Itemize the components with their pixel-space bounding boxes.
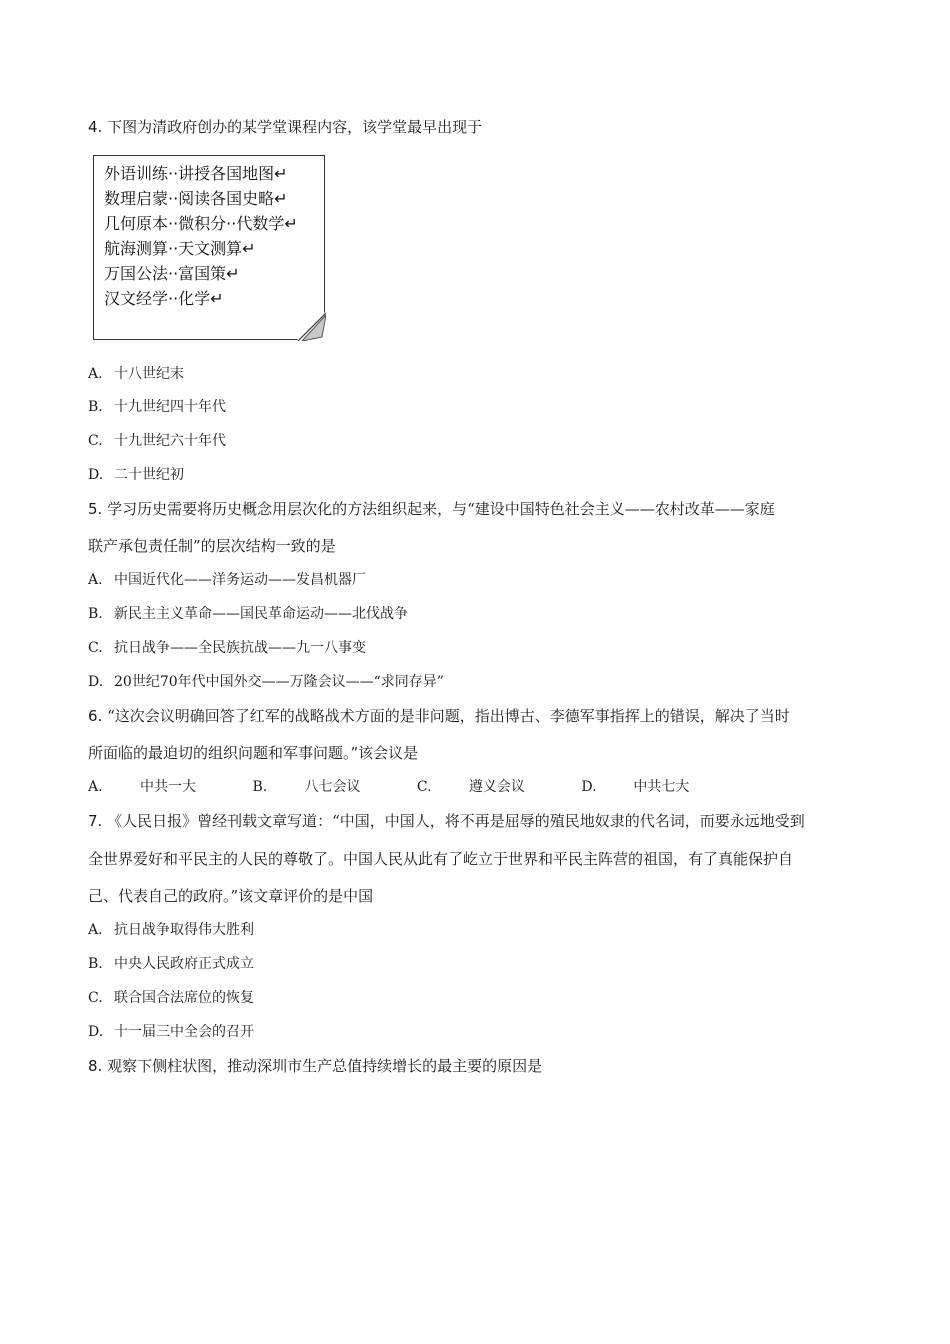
option-text: 新民主主义革命——国民革命运动——北伐战争 — [114, 606, 408, 622]
option-text: 遵义会议 — [468, 779, 525, 795]
option-text: 中共一大 — [140, 779, 196, 795]
question-number: 6. — [88, 707, 103, 725]
option-letter: B. — [88, 399, 103, 415]
option-text: 抗日战争——全民族抗战——九一八事变 — [114, 640, 366, 656]
option-a[interactable] — [88, 570, 366, 590]
option-letter: D. — [88, 467, 104, 483]
question-text: 观察下侧柱状图，推动深圳市生产总值持续增长的最主要的原因是 — [107, 1057, 543, 1075]
option-letter: A. — [88, 779, 103, 795]
option-letter: B. — [252, 779, 268, 795]
option-a[interactable] — [88, 779, 222, 795]
option-letter: C. — [88, 433, 103, 449]
option-letter: A. — [88, 366, 103, 382]
option-text: 抗日战争取得伟大胜利 — [114, 922, 254, 938]
question-4 — [88, 117, 482, 137]
option-b[interactable] — [252, 779, 386, 795]
option-letter: D. — [581, 779, 597, 795]
option-row — [88, 777, 741, 797]
question-7 — [88, 811, 805, 831]
option-text: 八七会议 — [304, 779, 361, 795]
question-text: 《人民日报》曾经刊载文章写道：“中国，中国人，将不再是屈辱的殖民地奴隶的代名词，而要永远地受到 — [107, 812, 805, 830]
option-letter: A. — [88, 922, 103, 938]
option-text: 十九世纪四十年代 — [114, 399, 226, 415]
question-text: 下图为清政府创办的某学堂课程内容，该学堂最早出现于 — [107, 118, 483, 136]
option-b[interactable] — [88, 954, 254, 974]
question-text: 学习历史需要将历史概念用层次化的方法组织起来，与“建设中国特色社会主义——农村改革——家庭 — [107, 500, 775, 518]
question-text-continued: 全世界爱好和平民主的人民的尊敬了。中国人民从此有了屹立于世界和平民主阵营的祖国，有了真能保护自 — [88, 850, 794, 868]
option-c[interactable] — [417, 779, 551, 795]
option-c[interactable] — [88, 638, 366, 658]
option-text: 二十世纪初 — [114, 467, 184, 483]
question-number: 8. — [88, 1057, 103, 1075]
option-text: 中央人民政府正式成立 — [114, 956, 254, 972]
question-5 — [88, 499, 775, 519]
option-text: 20世纪70年代中国外交——万隆会议——“求同存异” — [114, 674, 444, 690]
option-d[interactable] — [581, 779, 715, 795]
option-text: 十一届三中全会的召开 — [114, 1024, 254, 1040]
option-d[interactable] — [88, 672, 444, 692]
option-b[interactable] — [88, 397, 226, 417]
option-d[interactable] — [88, 465, 184, 485]
option-text: 联合国合法席位的恢复 — [114, 990, 254, 1006]
figure-line: 几何原本··微积分··代数学↵ — [104, 214, 298, 233]
option-letter: C. — [416, 779, 432, 795]
option-letter: C. — [88, 990, 103, 1006]
option-a[interactable] — [88, 920, 254, 940]
option-text: 十九世纪六十年代 — [114, 433, 226, 449]
question-text: “这次会议明确回答了红军的战略战术方面的是非问题，指出博古、李德军事指挥上的错误，解决了当时 — [107, 707, 790, 725]
figure-line: 万国公法··富国策↵ — [104, 264, 240, 283]
figure-line: 汉文经学··化学↵ — [104, 289, 224, 308]
question-number: 5. — [88, 500, 103, 518]
figure-line: 外语训练··讲授各国地图↵ — [104, 164, 288, 183]
option-a[interactable] — [88, 364, 184, 384]
option-c[interactable] — [88, 988, 254, 1008]
question-number: 7. — [88, 812, 103, 830]
question-text-continued: 己、代表自己的政府。”该文章评价的是中国 — [88, 887, 374, 905]
option-b[interactable] — [88, 604, 408, 624]
figure-line: 航海测算··天文测算↵ — [104, 239, 256, 258]
option-text: 中国近代化——洋务运动——发昌机器厂 — [114, 572, 366, 588]
curriculum-figure — [93, 155, 325, 340]
figure-line: 数理启蒙··阅读各国史略↵ — [104, 189, 288, 208]
question-8 — [88, 1056, 542, 1076]
option-letter: D. — [88, 1024, 104, 1040]
question-number: 4. — [88, 118, 103, 136]
question-6 — [88, 706, 790, 726]
option-letter: A. — [88, 572, 103, 588]
option-letter: C. — [88, 640, 103, 656]
page-fold-icon — [296, 311, 326, 341]
question-text-continued: 联产承包责任制”的层次结构一致的是 — [88, 537, 336, 555]
option-d[interactable] — [88, 1022, 254, 1042]
option-letter: B. — [88, 956, 103, 972]
option-text: 中共七大 — [633, 779, 690, 795]
option-letter: B. — [88, 606, 103, 622]
question-text-continued: 所面临的最迫切的组织问题和军事问题。”该会议是 — [88, 744, 419, 762]
option-text: 十八世纪末 — [114, 366, 184, 382]
option-letter: D. — [88, 674, 104, 690]
option-c[interactable] — [88, 431, 226, 451]
